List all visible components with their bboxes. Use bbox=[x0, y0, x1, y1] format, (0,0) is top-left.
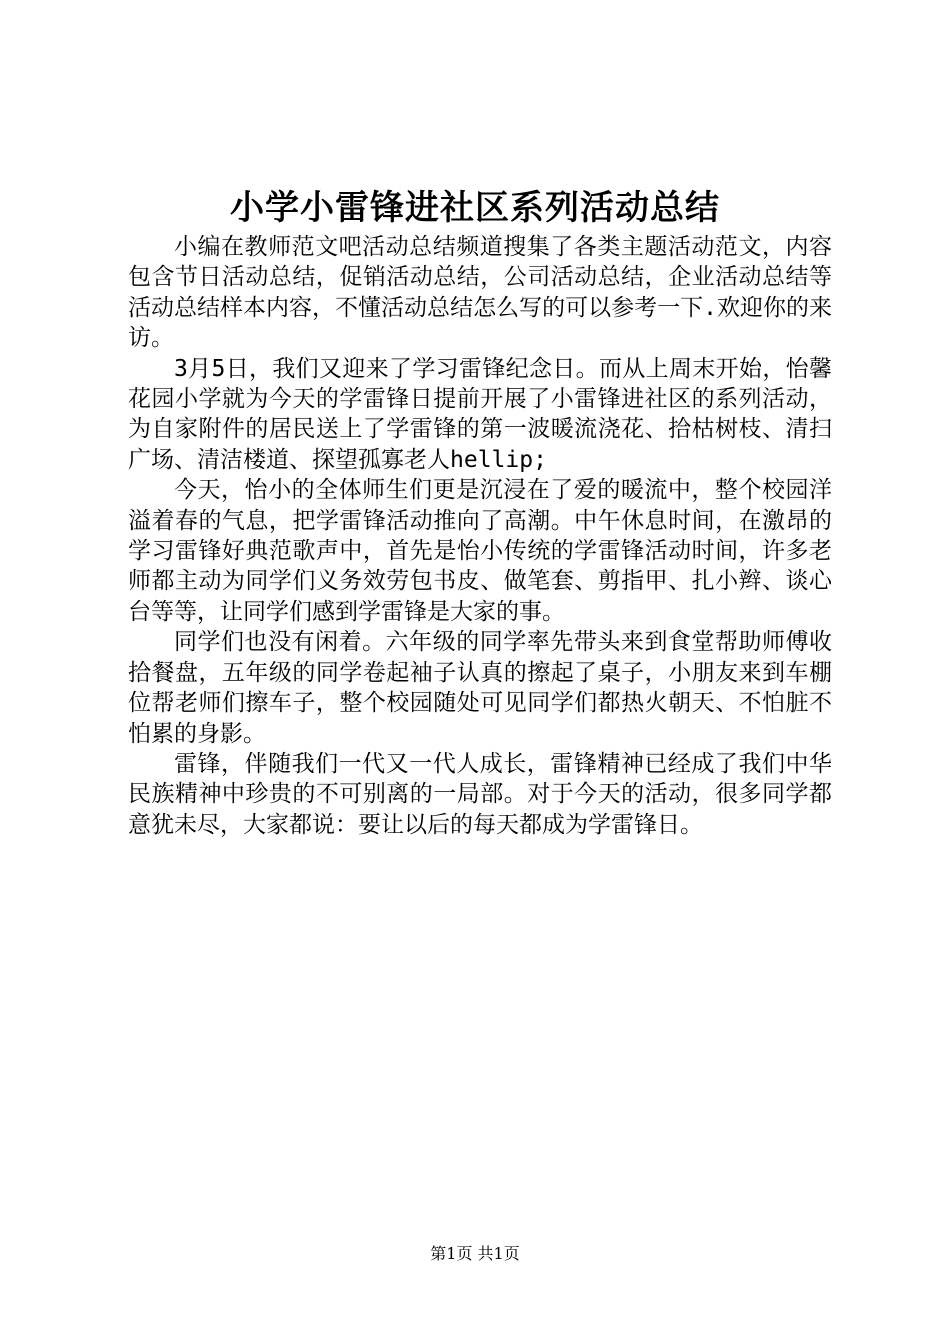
paragraph-students: 同学们也没有闲着。六年级的同学率先带头来到食堂帮助师傅收拾餐盘，五年级的同学卷起袖子认真的擦起了桌子，小朋友来到车棚位帮老师们擦车子，整个校园随处可见同学们都热火朝天、不怕脏不怕累的身影。 bbox=[128, 629, 832, 747]
paragraph-intro: 小编在教师范文吧活动总结频道搜集了各类主题活动范文，内容包含节日活动总结，促销活动总结，公司活动总结，企业活动总结等活动总结样本内容，不懂活动总结怎么写的可以参考一下.欢迎你的来访。 bbox=[128, 234, 832, 352]
page-total: 共1页 bbox=[477, 1244, 520, 1263]
paragraph-conclusion: 雷锋，伴随我们一代又一代人成长，雷锋精神已经成了我们中华民族精神中珍贵的不可别离的一局部。对于今天的活动，很多同学都意犹未尽，大家都说：要让以后的每天都成为学雷锋日。 bbox=[128, 750, 832, 838]
page-footer bbox=[0, 1243, 950, 1265]
document-body bbox=[128, 232, 832, 840]
page-number: 第1页 bbox=[430, 1244, 473, 1263]
document-title: 小学小雷锋进社区系列活动总结 bbox=[230, 188, 720, 228]
paragraph-march-5: 3月5日，我们又迎来了学习雷锋纪念日。而从上周末开始，怡馨花园小学就为今天的学雷锋日提前开展了小雷锋进社区的系列活动，为自家附件的居民送上了学雷锋的第一波暖流浇花、拾枯树枝、清扫广场、清洁楼道、探望孤寡老人hellip; bbox=[128, 355, 832, 473]
paragraph-today: 今天，怡小的全体师生们更是沉浸在了爱的暖流中，整个校园洋溢着春的气息，把学雷锋活动推向了高潮。中午休息时间，在激昂的学习雷锋好典范歌声中，首先是怡小传统的学雷锋活动时间，许多老师都主动为同学们义务效劳包书皮、做笔套、剪指甲、扎小辫、谈心台等等，让同学们感到学雷锋是大家的事。 bbox=[128, 477, 832, 625]
